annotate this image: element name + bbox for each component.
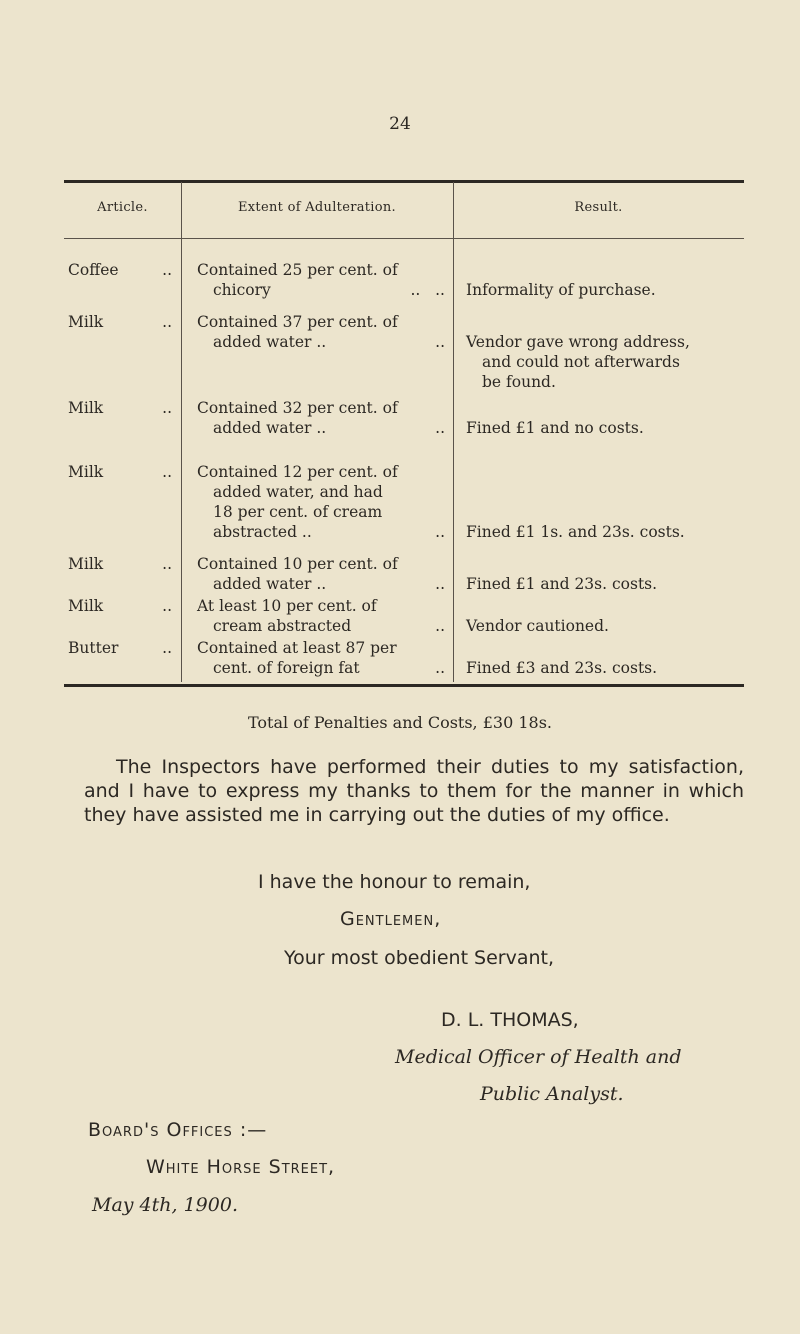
signatory-name: D. L. THOMAS,: [441, 1009, 579, 1031]
table-row-article: Coffee ..: [68, 261, 172, 279]
table-bottom-rule: [64, 684, 744, 687]
closing-remain: I have the honour to remain,: [258, 871, 531, 893]
column-divider: [181, 182, 182, 682]
header-article: Article.: [97, 200, 148, 215]
offices-street: White Horse Street,: [146, 1156, 336, 1178]
closing-servant: Your most obedient Servant,: [284, 947, 555, 969]
column-divider: [453, 182, 454, 682]
table-row-extent: Contained at least 87 per cent. of foreign fat ..: [197, 639, 445, 677]
table-row-article: Milk ..: [68, 313, 172, 331]
table-row-article: Milk ..: [68, 399, 172, 417]
table-row-result: Informality of purchase.: [466, 281, 656, 299]
table-top-rule: [64, 180, 744, 183]
body-paragraph: The Inspectors have performed their duties to my satisfaction, and I have to express my thanks to them for the manner in which they have assisted me in carrying out the duties of my office.: [84, 756, 744, 826]
table-row-result: Fined £3 and 23s. costs.: [466, 659, 658, 677]
table-row-result: Vendor gave wrong address, and could not afterwards be found.: [466, 333, 690, 391]
table-row-article: Milk ..: [68, 555, 172, 573]
header-extent: Extent of Adulteration.: [238, 200, 396, 215]
table-row-extent: Contained 12 per cent. of added water, and had 18 per cent. of cream abstracted .. ..: [197, 463, 445, 541]
table-row-article: Milk ..: [68, 463, 172, 481]
table-row-result: Fined £1 and no costs.: [466, 419, 644, 437]
table-row-extent: At least 10 per cent. of cream abstracted ..: [197, 597, 445, 635]
table-row-extent: Contained 25 per cent. of chicory .. ..: [197, 261, 445, 299]
closing-salutation: Gentlemen,: [340, 908, 442, 930]
table-row-article: Butter ..: [68, 639, 172, 657]
header-rule: [64, 238, 744, 239]
table-row-extent: Contained 32 per cent. of added water .. ..: [197, 399, 445, 437]
table-row-result: Fined £1 and 23s. costs.: [466, 575, 658, 593]
header-result: Result.: [574, 200, 623, 215]
total-penalties: Total of Penalties and Costs, £30 18s.: [247, 713, 552, 732]
offices-label: Board's Offices :—: [88, 1119, 268, 1141]
table-row-article: Milk ..: [68, 597, 172, 615]
letter-date: May 4th, 1900.: [92, 1194, 238, 1216]
table-row-result: Vendor cautioned.: [466, 617, 609, 635]
table-row-extent: Contained 10 per cent. of added water .. ..: [197, 555, 445, 593]
table-row-result: Fined £1 1s. and 23s. costs.: [466, 523, 685, 541]
signatory-title-line1: Medical Officer of Health and: [395, 1046, 682, 1068]
table-row-extent: Contained 37 per cent. of added water .. ..: [197, 313, 445, 351]
signatory-title-line2: Public Analyst.: [480, 1083, 624, 1105]
page-number: 24: [389, 114, 411, 134]
